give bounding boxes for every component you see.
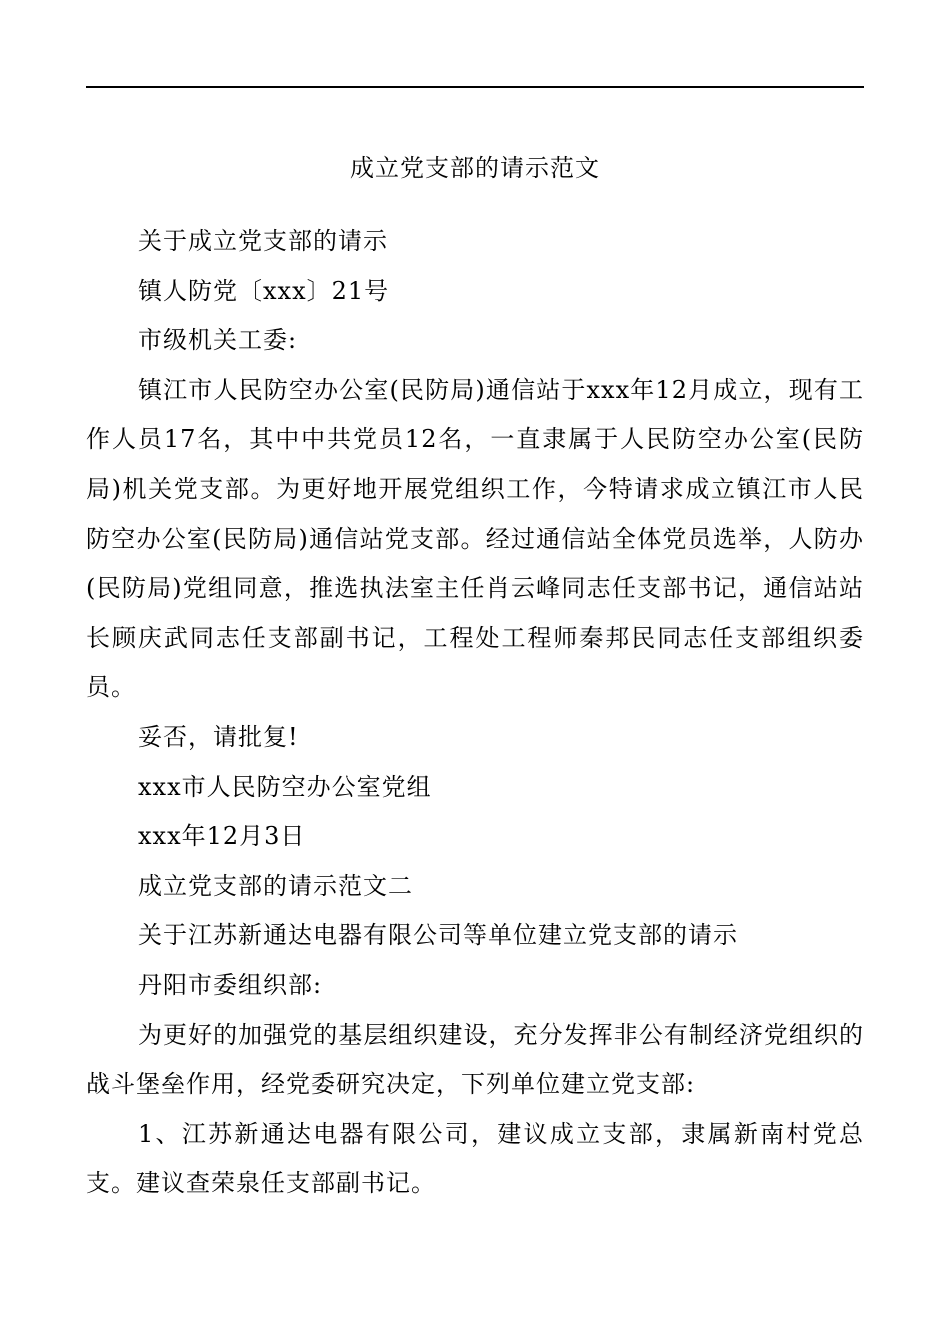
paragraph: 镇江市人民防空办公室(民防局)通信站于xxx年12月成立，现有工作人员17名，其中中共党员12名，一直隶属于人民防空办公室(民防局)机关党支部。为更好地开展党组织工作，今特请求成立镇江市人民防空办公室(民防局)通信站党支部。经过通信站全体党员选举，人防办(民防局)党组同意，推选执法室主任肖云峰同志任支部书记，通信站站长顾庆武同志任支部副书记，工程处工程师秦邦民同志任支部组织委员。 [86, 375, 864, 702]
paragraph: 为更好的加强党的基层组织建设，充分发挥非公有制经济党组织的战斗堡垒作用，经党委研究决定，下列单位建立党支部: [86, 1020, 864, 1099]
document-title: 成立党支部的请示范文 [350, 154, 600, 182]
header-rule [86, 86, 864, 88]
paragraph: 妥否，请批复! [138, 722, 299, 751]
paragraph: xxx市人民防空办公室党组 [138, 772, 432, 801]
paragraph: 1、江苏新通达电器有限公司，建议成立支部，隶属新南村党总支。建议查荣泉任支部副书记。 [86, 1119, 864, 1198]
paragraph: 成立党支部的请示范文二 [138, 871, 413, 900]
paragraph: 市级机关工委: [138, 326, 298, 355]
paragraph: xxx年12月3日 [138, 822, 306, 851]
paragraph: 镇人防党〔xxx〕21号 [138, 276, 390, 305]
paragraph: 丹阳市委组织部: [138, 970, 323, 999]
paragraph: 关于成立党支部的请示 [138, 227, 388, 255]
paragraph: 关于江苏新通达电器有限公司等单位建立党支部的请示 [138, 921, 738, 950]
document-body [86, 217, 864, 1209]
